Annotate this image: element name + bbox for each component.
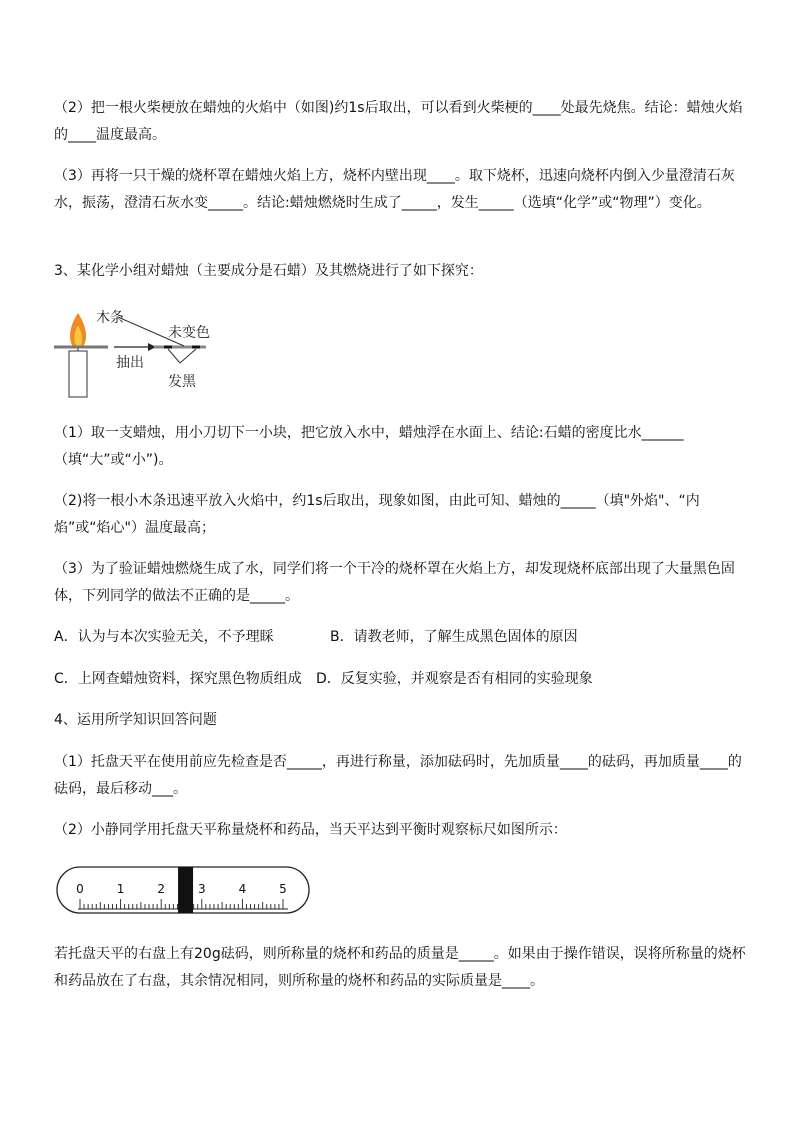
ruler-label: 5 bbox=[279, 882, 287, 896]
ruler-label: 3 bbox=[197, 882, 206, 896]
ruler-label: 1 bbox=[116, 882, 125, 896]
option-b: B．请教老师，了解生成黑色固体的原因 bbox=[330, 629, 578, 645]
label-pull: 抽出 bbox=[116, 355, 144, 371]
q4-title: 4、运用所学知识回答问题 bbox=[54, 712, 217, 728]
label-stick: 木条 bbox=[96, 310, 124, 326]
q4-part3-text: 若托盘天平的右盘上有20g砝码，则所称量的烧杯和药品的质量是_____。如果由于操作错误，误将所称量的烧杯和药品放在了右盘，其余情况相同，则所称量的烧杯和药品的实际质量是____。 bbox=[54, 946, 746, 989]
q2-part3-text: （3）再将一只干燥的烧杯罩在蜡烛火焰上方，烧杯内壁出现____。取下烧杯，迅速向烧杯内倒入少量澄清石灰水，振荡，澄清石灰水变_____。结论:蜡烛燃烧时生成了_____，发生_____（选填“化学”或“物理”）变化。 bbox=[54, 168, 735, 211]
balance-scale-ruler bbox=[56, 866, 310, 916]
ruler-label: 0 bbox=[76, 882, 84, 896]
option-c: C．上网查蜡烛资料，探究黑色物质组成 bbox=[54, 671, 302, 687]
q4-part2-text: （2）小静同学用托盘天平称量烧杯和药品，当天平达到平衡时观察标尺如图所示： bbox=[54, 822, 567, 838]
ruler-label: 4 bbox=[238, 882, 247, 896]
q4-part1-text: （1）托盘天平在使用前应先检查是否_____，再进行称量，添加砝码时，先加质量____的砝码，再加质量____的砝码，最后移动___。 bbox=[54, 754, 742, 797]
q2-part2-text: （2）把一根火柴梗放在蜡烛的火焰中（如图)约1s后取出，可以看到火柴梗的____处最先烧焦。结论：蜡烛火焰的____温度最高。 bbox=[54, 100, 743, 143]
q3-part1-text: （1）取一支蜡烛，用小刀切下一小块，把它放入水中，蜡烛浮在水面上、结论:石蜡的密度比水______（填“大”或“小”)。 bbox=[54, 425, 684, 468]
q3-part3-text: （3）为了验证蜡烛燃烧生成了水，同学们将一个干冷的烧杯罩在火焰上方，却发现烧杯底部出现了大量黑色固体，下列同学的做法不正确的是_____。 bbox=[54, 561, 735, 604]
rider-marker bbox=[178, 867, 193, 913]
option-d: D．反复实验，并观察是否有相同的实验现象 bbox=[316, 671, 593, 687]
candle-experiment-figure bbox=[50, 303, 240, 398]
label-black: 发黑 bbox=[168, 374, 196, 390]
label-unchanged: 未变色 bbox=[168, 325, 210, 341]
flame-icon bbox=[70, 313, 86, 348]
candle-body bbox=[69, 351, 87, 397]
q3-title: 3、某化学小组对蜡烛（主要成分是石蜡）及其燃烧进行了如下探究： bbox=[54, 263, 483, 279]
option-a: A．认为与本次实验无关，不予理睬 bbox=[54, 629, 274, 645]
ruler-label: 2 bbox=[157, 882, 166, 896]
q3-part2-text: （2)将一根小木条迅速平放入火焰中，约1s后取出，现象如图，由此可知、蜡烛的_____（填"外焰"、“内焰”或“焰心"）温度最高； bbox=[54, 493, 700, 536]
